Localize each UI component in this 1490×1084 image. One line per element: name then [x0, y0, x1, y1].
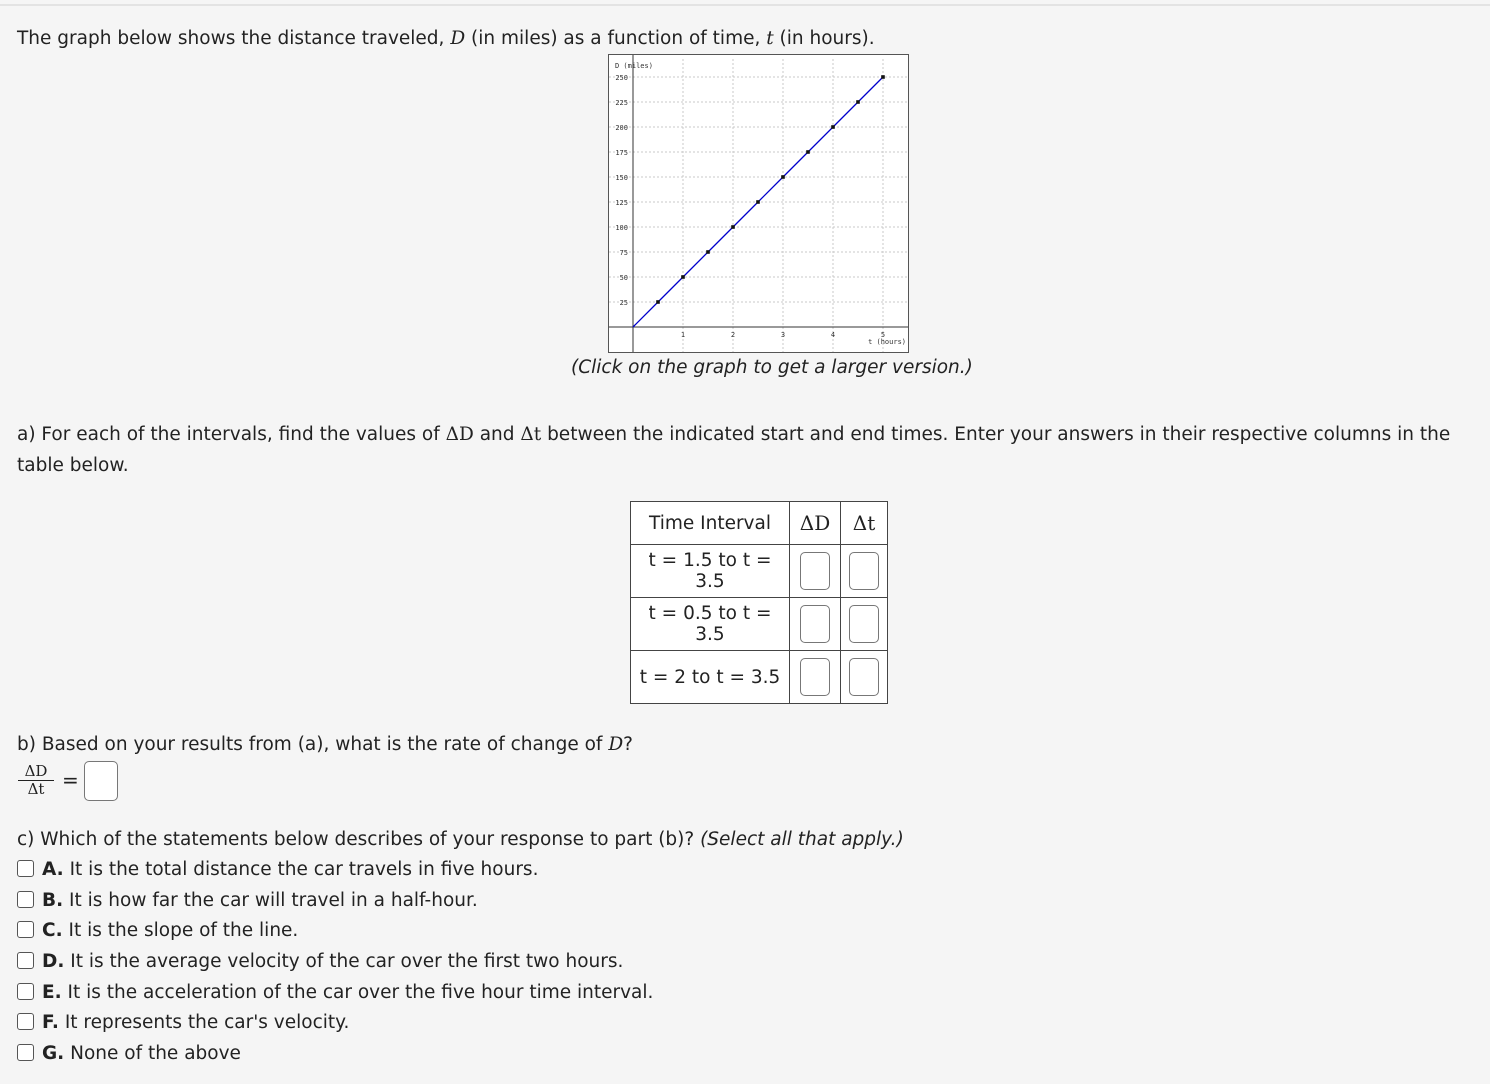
- option-letter: G.: [42, 1043, 65, 1064]
- distance-time-graph[interactable]: [608, 54, 909, 353]
- part-a-and: and: [473, 424, 521, 445]
- option-text: It is how far the car will travel in a half-hour.: [63, 890, 478, 911]
- delta-d-cell: [790, 598, 841, 651]
- part-c-pre: c) Which of the statements below describes of your response to part (b)?: [17, 829, 701, 850]
- data-point: [706, 250, 710, 254]
- x-axis-label: t (hours): [868, 338, 906, 346]
- y-tick-label: 200: [615, 124, 628, 132]
- delta-t-cell: [841, 545, 888, 598]
- var-t: t: [766, 28, 774, 49]
- var-d: D: [450, 28, 466, 49]
- interval-label: t = 0.5 to t = 3.5: [631, 598, 790, 651]
- y-axis-label: D (miles): [615, 62, 653, 70]
- rate-input[interactable]: [84, 761, 118, 801]
- data-point: [881, 75, 885, 79]
- checkbox-b[interactable]: [17, 891, 34, 908]
- y-tick-label: 225: [615, 99, 628, 107]
- checkbox-a[interactable]: [17, 860, 34, 877]
- checkbox-f[interactable]: [17, 1013, 34, 1030]
- data-point: [656, 300, 660, 304]
- y-tick-label: 150: [615, 174, 628, 182]
- option-text: It is the average velocity of the car over the first two hours.: [64, 951, 624, 972]
- header-time-interval: Time Interval: [631, 502, 790, 545]
- part-b-pre: b) Based on your results from (a), what is the rate of change of: [17, 734, 609, 755]
- part-a-text: [17, 419, 1467, 481]
- graph-caption: (Click on the graph to get a larger version.): [571, 357, 973, 378]
- checkbox-c[interactable]: [17, 921, 34, 938]
- delta-t-cell: [841, 598, 888, 651]
- data-point: [731, 225, 735, 229]
- option-d[interactable]: [17, 951, 623, 972]
- option-f[interactable]: [17, 1012, 349, 1033]
- part-b-var-d: D: [608, 734, 624, 755]
- delta-t: Δt: [520, 424, 542, 445]
- option-letter: C.: [42, 920, 63, 941]
- data-point: [756, 200, 760, 204]
- option-letter: B.: [42, 890, 64, 911]
- delta-d-input-1[interactable]: [800, 552, 830, 590]
- intro-mid: (in miles) as a function of time,: [465, 28, 767, 49]
- option-letter: E.: [42, 982, 62, 1003]
- table-header-row: [631, 502, 888, 545]
- delta-t-cell: [841, 651, 888, 704]
- x-tick-label: 5: [880, 331, 886, 339]
- y-tick-label: 25: [619, 299, 628, 307]
- table-row: [631, 598, 888, 651]
- interval-label: t = 2 to t = 3.5: [631, 651, 790, 704]
- interval-label: t = 1.5 to t = 3.5: [631, 545, 790, 598]
- y-tick-label: 100: [615, 224, 628, 232]
- option-text: None of the above: [64, 1043, 241, 1064]
- option-text: It represents the car's velocity.: [58, 1012, 350, 1033]
- option-a[interactable]: [17, 859, 538, 880]
- data-point: [856, 100, 860, 104]
- checkbox-g[interactable]: [17, 1044, 34, 1061]
- header-delta-d: ΔD: [790, 502, 841, 545]
- delta-t-input-2[interactable]: [849, 605, 879, 643]
- delta-d: ΔD: [445, 424, 474, 445]
- part-c-text: [17, 829, 904, 850]
- header-delta-t: Δt: [841, 502, 888, 545]
- intro-pre: The graph below shows the distance traveled,: [17, 28, 451, 49]
- part-c-hint: (Select all that apply.): [700, 829, 904, 850]
- table-row: [631, 545, 888, 598]
- y-tick-label: 175: [615, 149, 628, 157]
- intro-post: (in hours).: [773, 28, 875, 49]
- delta-d-cell: [790, 545, 841, 598]
- chart-svg: [609, 55, 908, 352]
- option-letter: D.: [42, 951, 65, 972]
- data-point: [781, 175, 785, 179]
- part-a-post: between the indicated start and end times. Enter your answers in their respective columns in the table below.: [17, 424, 1451, 476]
- fraction-numerator: ΔD: [18, 763, 54, 781]
- part-a-pre: a) For each of the intervals, find the values of: [17, 424, 446, 445]
- checkbox-e[interactable]: [17, 983, 34, 1000]
- x-tick-label: 3: [780, 331, 786, 339]
- fraction-denominator: Δt: [27, 780, 45, 798]
- delta-d-input-3[interactable]: [800, 658, 830, 696]
- data-point: [681, 275, 685, 279]
- x-tick-label: 2: [730, 331, 736, 339]
- intervals-table: [630, 501, 888, 704]
- x-tick-label: 4: [830, 331, 836, 339]
- y-tick-label: 75: [619, 249, 628, 257]
- intro-text: [17, 28, 875, 49]
- delta-d-cell: [790, 651, 841, 704]
- delta-d-input-2[interactable]: [800, 605, 830, 643]
- y-tick-label: 125: [615, 199, 628, 207]
- option-g[interactable]: [17, 1043, 241, 1064]
- option-letter: F.: [42, 1012, 59, 1033]
- option-letter: A.: [42, 859, 64, 880]
- checkbox-d[interactable]: [17, 952, 34, 969]
- part-b-post: ?: [623, 734, 633, 755]
- table-row: [631, 651, 888, 704]
- option-text: It is the acceleration of the car over the five hour time interval.: [61, 982, 654, 1003]
- top-divider: [0, 4, 1490, 6]
- delta-t-input-3[interactable]: [849, 658, 879, 696]
- y-tick-label: 50: [619, 274, 628, 282]
- y-tick-label: 250: [615, 74, 628, 82]
- part-b-text: [17, 734, 633, 755]
- delta-t-input-1[interactable]: [849, 552, 879, 590]
- data-point: [831, 125, 835, 129]
- x-tick-label: 1: [680, 331, 686, 339]
- option-e[interactable]: [17, 982, 653, 1003]
- rate-fraction: [18, 763, 54, 797]
- option-text: It is the total distance the car travels in five hours.: [63, 859, 539, 880]
- data-point: [806, 150, 810, 154]
- option-text: It is the slope of the line.: [62, 920, 299, 941]
- option-c[interactable]: [17, 920, 298, 941]
- option-b[interactable]: [17, 890, 478, 911]
- equals-sign: =: [62, 768, 79, 792]
